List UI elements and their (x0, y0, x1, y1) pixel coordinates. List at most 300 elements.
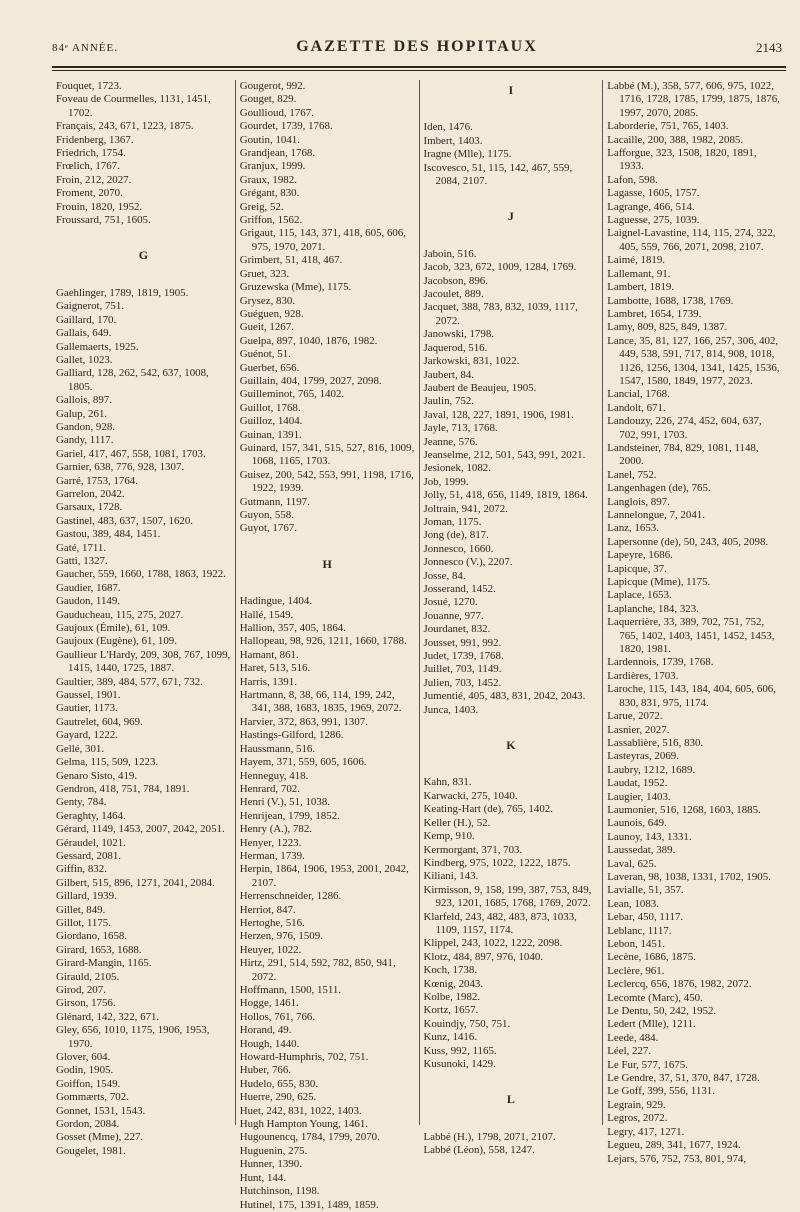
index-entry: Lanz, 1653. (607, 522, 659, 535)
index-entry: Herriot, 847. (239, 903, 296, 916)
entry-list (424, 1131, 599, 1158)
index-entry: Jacob, 323, 672, 1009, 1284, 1769. (423, 261, 577, 274)
index-entry: Hutchinson, 1198. (239, 1185, 320, 1198)
index-entry: Howard-Humphris, 702, 751. (239, 1051, 369, 1064)
index-entry: Le Fur, 577, 1675. (607, 1058, 688, 1071)
entry-list (424, 121, 599, 188)
index-entry: Gastinel, 483, 637, 1507, 1620. (56, 514, 194, 527)
index-entry: Legrain, 929. (607, 1098, 666, 1111)
index-entry: Girauld, 2105. (56, 970, 120, 983)
index-entry: Guilloz, 1404. (239, 415, 303, 428)
column-3 (420, 80, 604, 1157)
index-entry: Grandjean, 1768. (239, 147, 316, 160)
index-entry: Landouzy, 226, 274, 452, 604, 637, 702, 991, 1703. (607, 415, 762, 441)
index-entry: Gandon, 928. (56, 420, 115, 433)
index-entry: Harris, 1391. (239, 675, 297, 688)
index-entry: Laussedat, 389. (607, 844, 676, 857)
index-entry: Imbert, 1403. (423, 134, 483, 147)
index-entry: Haussmann, 516. (239, 742, 316, 755)
index-entry: Jousset, 991, 992. (423, 636, 502, 649)
index-entry: Girard, 1653, 1688. (56, 943, 142, 956)
index-entry: Heuyer, 1022. (239, 943, 302, 956)
index-entry: Grigaut, 115, 143, 371, 418, 605, 606, 975, 1970, 2071. (239, 227, 407, 253)
index-entry: Kahn, 831. (423, 776, 472, 789)
index-entry: Hugounencq, 1784, 1799, 2070. (239, 1131, 380, 1144)
index-entry: Henneguy, 418. (239, 769, 309, 782)
index-entry: Herman, 1739. (239, 849, 305, 862)
index-entry: Juillet, 703, 1149. (423, 663, 502, 676)
index-entry: Kirmisson, 9, 158, 199, 387, 753, 849, 923, 1201, 1685, 1768, 1769, 2072. (423, 883, 592, 910)
index-entry: Josse, 84. (423, 569, 466, 582)
index-entry: Lambret, 1654, 1739. (607, 307, 702, 320)
index-entry: Jourdanet, 832. (423, 623, 491, 636)
index-entry: Gougelet, 1981. (56, 1144, 126, 1157)
index-entry: Greig, 52. (239, 200, 284, 213)
index-entry: Gueit, 1267. (239, 321, 294, 334)
journal-title: GAZETTE DES HOPITAUX (296, 38, 538, 55)
column-2 (236, 80, 420, 1211)
index-entry: Genty, 784. (56, 796, 107, 809)
index-entry: Hogge, 1461. (239, 997, 299, 1010)
entry-list (424, 248, 599, 717)
index-entry: Gilbert, 515, 896, 1271, 2041, 2084. (56, 876, 215, 889)
index-entry: Garré, 1753, 1764. (56, 474, 138, 487)
index-entry: Kolbe, 1982. (423, 990, 481, 1003)
index-entry: Jayle, 713, 1768. (423, 422, 498, 435)
index-entry: Labbé (H.), 1798, 2071, 2107. (423, 1130, 556, 1143)
index-entry: Laroche, 115, 143, 184, 404, 605, 606, 830, 831, 975, 1174. (607, 683, 776, 709)
index-entry: Gayard, 1222. (56, 729, 118, 742)
index-entry: Guyot, 1767. (239, 522, 297, 535)
index-entry: Lallemant, 91. (607, 267, 671, 280)
index-entry: Gandy, 1117. (56, 434, 114, 447)
index-entry: Kuss, 992, 1165. (423, 1044, 497, 1057)
index-entry: Lassablière, 516, 830. (607, 736, 704, 749)
index-entry: Glénard, 142, 322, 671. (56, 1010, 160, 1023)
index-entry: Gley, 656, 1010, 1175, 1906, 1953, 1970. (56, 1024, 210, 1050)
index-entry: Fouquet, 1723. (56, 80, 122, 92)
index-entry: Laimé, 1819. (607, 254, 666, 267)
index-entry: Henrijean, 1799, 1852. (239, 809, 340, 822)
index-entry: Guisez, 200, 542, 553, 991, 1198, 1716, 1922, 1939. (239, 468, 414, 495)
index-entry: Kermorgant, 371, 703. (423, 843, 523, 856)
index-entry: Jacoulet, 889. (423, 288, 484, 301)
entry-list (240, 595, 415, 1212)
index-entry: Legueu, 289, 341, 1677, 1924. (607, 1139, 741, 1152)
index-entry: Hallion, 357, 405, 1864. (239, 622, 346, 635)
index-entry: Gaehlinger, 1789, 1819, 1905. (56, 286, 189, 299)
index-entry: Laquerrière, 33, 389, 702, 751, 752, 765, 1402, 1403, 1451, 1452, 1453, 1820, 1981. (607, 616, 775, 656)
index-entry: Koch, 1738. (423, 964, 478, 977)
index-entry: Laborderie, 751, 765, 1403. (607, 120, 729, 133)
index-entry: Gaudier, 1687. (56, 581, 121, 594)
index-entry: Huber, 766. (239, 1064, 292, 1077)
index-entry: Guinan, 1391. (239, 428, 302, 441)
index-entry: Gillet, 849. (56, 903, 106, 916)
index-entry: Lafon, 598. (607, 173, 658, 186)
index-entry: Jong (de), 817. (423, 529, 489, 542)
index-entry: Hallé, 1549. (239, 608, 294, 621)
index-entry: Kusunoki, 1429. (423, 1058, 496, 1070)
index-entry: Hugh Hampton Young, 1461. (239, 1118, 369, 1131)
index-entry: Gallemaerts, 1925. (56, 340, 139, 353)
index-entry: Jesionek, 1082. (423, 462, 491, 475)
index-entry: Langlois, 897. (607, 495, 670, 508)
index-entry: Lavialle, 51, 357. (607, 884, 684, 897)
index-entry: Le Gendre, 37, 51, 370, 847, 1728. (607, 1072, 760, 1085)
index-entry: Huet, 242, 831, 1022, 1403. (239, 1104, 362, 1117)
index-entry: Goutin, 1041. (239, 133, 300, 146)
index-entry: Guyon, 558. (239, 509, 294, 521)
index-entry: Kemp, 910. (423, 830, 475, 843)
index-entry: Français, 243, 671, 1223, 1875. (56, 120, 194, 133)
index-entry: Garnier, 638, 776, 928, 1307. (56, 461, 185, 474)
index-entry: Gonnet, 1531, 1543. (56, 1104, 146, 1117)
index-entry: Lambert, 1819. (607, 281, 675, 294)
entry-list (56, 287, 231, 1158)
index-entry: Gérard, 1149, 1453, 2007, 2042, 2051. (56, 823, 225, 836)
index-entry: Lecène, 1686, 1875. (607, 951, 696, 964)
index-entry: Lannelongue, 7, 2041. (607, 509, 705, 521)
index-entry: Lapeyre, 1686. (607, 549, 673, 562)
index-entry: Josué, 1270. (423, 596, 478, 609)
index-entry: Guénot, 51. (239, 348, 291, 361)
index-entry: Laugier, 1403. (607, 790, 671, 803)
index-entry: Lagrange, 466, 514. (607, 200, 695, 213)
index-entry: Keating-Hart (de), 765, 1402. (423, 803, 553, 816)
index-entry: Gendron, 418, 751, 784, 1891. (56, 782, 190, 795)
index-entry: Granjux, 1999. (239, 160, 306, 173)
entry-list (56, 80, 231, 227)
index-entry: Lamy, 809, 825, 849, 1387. (607, 321, 728, 334)
index-entry: Launoy, 143, 1331. (607, 830, 692, 843)
index-entry: Laplace, 1653. (607, 589, 672, 602)
index-entry: Launois, 649. (607, 817, 667, 830)
index-entry: Léel, 227. (607, 1045, 652, 1058)
index-entry: Gaultier, 389, 484, 577, 671, 732. (56, 675, 203, 688)
index-entry: Gallais, 649. (56, 327, 112, 340)
index-entry: Lancial, 1768. (607, 388, 670, 401)
index-entry: Huguenin, 275. (239, 1144, 308, 1157)
index-entry: Galliard, 128, 262, 542, 637, 1008, 1805. (56, 367, 209, 393)
index-entry: Lasteyras, 2069. (607, 750, 679, 763)
index-entry: Judet, 1739, 1768. (423, 650, 504, 663)
index-entry: Guinard, 157, 341, 515, 527, 816, 1009, 1068, 1165, 1703. (239, 441, 415, 468)
index-entry: Laveran, 98, 1038, 1331, 1702, 1905. (607, 870, 771, 883)
index-entry: Hudelo, 655, 830. (239, 1077, 319, 1090)
index-entry: Henry (A.), 782. (239, 823, 313, 836)
index-entry: Kouindjy, 750, 751. (423, 1017, 511, 1030)
index-entry: Genaro Sisto, 419. (56, 769, 138, 782)
index-entry: Jumentié, 405, 483, 831, 2042, 2043. (423, 690, 586, 703)
index-entry: Landolt, 671. (607, 401, 666, 414)
index-entry: Lardières, 1703. (607, 669, 679, 682)
index-entry: Guerbet, 656. (239, 361, 300, 374)
index-entry: Girod, 207. (56, 984, 106, 996)
entry-list (607, 80, 782, 1166)
index-entry: Giordano, 1658. (56, 930, 128, 943)
entry-list (240, 80, 415, 536)
index-entry: Jonnesco, 1660. (423, 542, 494, 555)
index-entry: Hunner, 1390. (239, 1158, 302, 1171)
index-entry: Larue, 2072. (607, 710, 663, 723)
index-entry: Lapicque (Mme), 1175. (607, 576, 711, 589)
index-entry: Kindberg, 975, 1022, 1222, 1875. (423, 856, 571, 869)
index-entry: Leede, 484. (607, 1031, 659, 1044)
index-entry: Horand, 49. (239, 1024, 292, 1037)
index-entry: Gruzewska (Mme), 1175. (239, 281, 352, 294)
index-entry: Hoffmann, 1500, 1511. (239, 984, 342, 996)
index-entry: Landsteiner, 784, 829, 1081, 1148, 2000. (607, 441, 759, 468)
index-entry: Lapersonne (de), 50, 243, 405, 2098. (607, 535, 769, 548)
index-entry: Lardennois, 1739, 1768. (607, 656, 714, 669)
index-entry: Kiliani, 143. (423, 870, 479, 883)
index-entry: Laumonier, 516, 1268, 1603, 1885. (607, 803, 761, 816)
section-letter-h: H (322, 556, 332, 571)
index-entry: Gaillard, 170. (56, 313, 117, 326)
index-entry: Herpin, 1864, 1906, 1953, 2001, 2042, 2107. (239, 863, 409, 889)
index-entry: Griffon, 1562. (239, 214, 303, 227)
index-entry: Laubry, 1212, 1689. (607, 763, 696, 776)
index-entry: Hartmann, 8, 38, 66, 114, 199, 242, 341, 388, 1683, 1835, 1969, 2072. (239, 689, 402, 715)
index-entry: Leclère, 961. (607, 964, 665, 977)
index-entry: Froussard, 751, 1605. (56, 214, 151, 227)
index-entry: Garrelon, 2042. (56, 487, 125, 500)
index-entry: Froin, 212, 2027. (56, 173, 132, 186)
index-entry: Iscovesco, 51, 115, 142, 467, 559, 2084, 2107. (423, 161, 573, 188)
index-entry: Gillot, 1175. (56, 916, 111, 929)
index-entry: Leblanc, 1117. (607, 924, 672, 937)
column-4 (603, 80, 786, 1165)
index-entry: Garsaux, 1728. (56, 501, 123, 514)
index-entry: Jarkowski, 831, 1022. (423, 355, 520, 368)
column-1 (52, 80, 236, 1157)
index-entry: Gaté, 1711. (56, 541, 107, 554)
section-letter-i: I (508, 83, 514, 97)
index-entry: Gelma, 115, 509, 1223. (56, 756, 159, 769)
index-entry: Junca, 1403. (423, 703, 479, 716)
index-entry: Huerre, 290, 625. (239, 1091, 317, 1104)
index-entry: Leclercq, 656, 1876, 1982, 2072. (607, 978, 752, 991)
index-entry: Lebon, 1451. (607, 938, 666, 950)
index-entry: Gallois, 897. (56, 394, 112, 407)
index-entry: Iden, 1476. (423, 121, 473, 134)
index-entry: Gessard, 2081. (56, 849, 122, 862)
index-entry: Lagasse, 1605, 1757. (607, 187, 700, 200)
section-letter-l: L (506, 1092, 515, 1107)
index-entry: Gosset (Mme), 227. (56, 1131, 144, 1144)
index-entry: Lacaille, 200, 388, 1982, 2085. (607, 133, 744, 146)
index-entry: Grimbert, 51, 418, 467. (239, 254, 343, 267)
index-entry: Lance, 35, 81, 127, 166, 257, 306, 402, 449, 538, 591, 717, 814, 908, 1018, 1126, 1256, 1304, 1341, 1425, 1536, 1547, 1580, 1849, 1977, 2023. (607, 334, 780, 387)
index-entry: Lean, 1083. (607, 897, 659, 910)
index-entry: Jaubert, 84. (423, 368, 475, 381)
header-rule-thin (52, 70, 786, 71)
index-entry: Gruet, 323. (239, 267, 290, 280)
index-entry: Harvier, 372, 863, 991, 1307. (239, 715, 368, 728)
index-entry: Gouget, 829. (239, 93, 297, 106)
index-entry: Gaussel, 1901. (56, 689, 121, 702)
index-entry: Gommærts, 702. (56, 1091, 129, 1104)
index-entry: Henyer, 1223. (239, 836, 302, 849)
index-entry: Kœnig, 2043. (423, 977, 484, 990)
index-entry: Jacobson, 896. (423, 274, 488, 287)
index-entry: Grysez, 830. (239, 294, 296, 307)
index-entry: Jeanselme, 212, 501, 543, 991, 2021. (423, 448, 586, 461)
index-entry: Lasnier, 2027. (607, 723, 670, 736)
index-entry: Hough, 1440. (239, 1037, 300, 1050)
index-entry: Gautier, 1173. (56, 702, 118, 715)
index-entry: Hirtz, 291, 514, 592, 782, 850, 941, 2072. (239, 957, 396, 983)
header-rule-thick (52, 66, 786, 68)
index-entry: Grégant, 830. (239, 187, 300, 200)
index-entry: Lambotte, 1688, 1738, 1769. (607, 294, 734, 307)
entry-list (424, 776, 599, 1071)
index-entry: Frœlich, 1767. (56, 160, 120, 173)
volume-label: 84ᵉ ANNÉE. (52, 42, 118, 54)
index-entry: Lanel, 752. (607, 468, 657, 481)
index-entry: Job, 1999. (423, 475, 469, 488)
index-entry: Jolly, 51, 418, 656, 1149, 1819, 1864. (423, 489, 588, 502)
index-entry: Jaubert de Beaujeu, 1905. (423, 381, 537, 394)
index-entry: Galup, 261. (56, 407, 108, 420)
index-columns (52, 80, 786, 1211)
index-entry: Lejars, 576, 752, 753, 801, 974, (607, 1152, 747, 1165)
index-entry: Henri (V.), 51, 1038. (239, 796, 330, 809)
index-entry: Guelpa, 897, 1040, 1876, 1982. (239, 334, 378, 347)
index-entry: Herzen, 976, 1509. (239, 930, 323, 943)
index-entry: Klippel, 243, 1022, 1222, 2098. (423, 937, 563, 950)
index-entry: Hayem, 371, 559, 605, 1606. (239, 756, 367, 769)
index-entry: Jacquet, 388, 783, 832, 1039, 1117, 2072. (423, 301, 578, 327)
section-letter-j: J (507, 209, 514, 224)
index-entry: Guilleminot, 765, 1402. (239, 388, 345, 401)
index-entry: Gaignerot, 751. (56, 300, 125, 313)
index-entry: Langenhagen (de), 765. (607, 482, 711, 495)
index-entry: Laplanche, 184, 323. (607, 602, 699, 615)
index-entry: Lapicque, 37. (607, 562, 667, 575)
index-entry: Lafforgue, 323, 1508, 1820, 1891, 1933. (607, 147, 757, 173)
index-entry: Janowski, 1798. (423, 328, 494, 341)
index-entry: Jouanne, 977. (423, 609, 484, 622)
index-entry: Goullioud, 1767. (239, 106, 314, 119)
index-entry: Le Goff, 399, 556, 1131. (607, 1085, 715, 1098)
index-entry: Hallopeau, 98, 926, 1211, 1660, 1788. (239, 635, 407, 648)
index-entry: Fridenberg, 1367. (56, 133, 134, 146)
index-entry: Gourdet, 1739, 1768. (239, 120, 333, 133)
index-entry: Klotz, 484, 897, 976, 1040. (423, 950, 543, 963)
index-entry: Geraghty, 1464. (56, 809, 126, 822)
index-entry: Haret, 513, 516. (239, 662, 311, 675)
index-entry: Julien, 703, 1452. (423, 676, 502, 689)
index-entry: Jaboin, 516. (423, 247, 477, 260)
index-entry: Hadingue, 1404. (239, 595, 313, 608)
index-entry: Laudat, 1952. (607, 777, 668, 790)
index-entry: Laguesse, 275, 1039. (607, 214, 700, 227)
index-entry: Gillard, 1939. (56, 890, 117, 903)
index-entry: Herrenschneider, 1286. (239, 890, 342, 903)
page-number: 2143 (756, 40, 782, 55)
index-entry: Hunt, 144. (239, 1171, 287, 1184)
index-entry: Guillot, 1768. (239, 401, 301, 414)
index-entry: Girson, 1756. (56, 997, 116, 1010)
index-entry: Le Dentu, 50, 242, 1952. (607, 1005, 717, 1018)
index-entry: Froment, 2070. (56, 187, 123, 200)
index-entry: Laignel-Lavastine, 114, 115, 274, 322, 405, 559, 766, 2071, 2098, 2107. (607, 227, 776, 253)
index-entry: Guéguen, 928. (239, 307, 304, 320)
index-entry: Gutmann, 1197. (239, 495, 310, 508)
index-entry: Glover, 604. (56, 1051, 111, 1064)
index-entry: Hutinel, 175, 1391, 1489, 1859. (239, 1198, 379, 1211)
index-entry: Godin, 1905. (56, 1064, 114, 1077)
index-entry: Labbé (M.), 358, 577, 606, 975, 1022, 1716, 1728, 1785, 1799, 1875, 1876, 1997, 2070, 2085. (607, 80, 780, 119)
index-entry: Joltrain, 941, 2072. (423, 502, 508, 515)
index-entry: Iragne (Mlle), 1175. (423, 148, 512, 161)
section-letter-k: K (506, 738, 516, 753)
index-entry: Frouin, 1820, 1952. (56, 200, 143, 213)
index-entry: Friedrich, 1754. (56, 147, 126, 160)
index-entry: Goiffon, 1549. (56, 1077, 121, 1090)
index-entry: Labbé (Léon), 558, 1247. (423, 1144, 535, 1157)
page-header (52, 36, 782, 60)
index-entry: Kortz, 1657. (423, 1004, 479, 1017)
index-entry: Gaucher, 559, 1660, 1788, 1863, 1922. (56, 568, 226, 581)
index-entry: Joman, 1175. (423, 515, 482, 528)
index-entry: Klarfeld, 243, 482, 483, 873, 1033, 1109, 1157, 1174. (423, 910, 577, 936)
index-entry: Giffin, 832. (56, 863, 107, 876)
index-entry: Javal, 128, 227, 1891, 1906, 1981. (423, 408, 574, 421)
index-entry: Gaujoux (Eugène), 61, 109. (56, 635, 177, 648)
index-entry: Gougerot, 992. (239, 80, 306, 92)
index-entry: Legry, 417, 1271. (607, 1125, 685, 1138)
index-entry: Gaujoux (Émile), 61, 109. (56, 622, 171, 635)
index-entry: Gallet, 1023. (56, 353, 113, 366)
index-entry: Girard-Mangin, 1165. (56, 957, 152, 970)
section-letter-g: G (138, 248, 149, 263)
index-entry: Lebar, 450, 1117. (607, 911, 684, 924)
index-entry: Ledert (Mlle), 1211. (607, 1018, 696, 1031)
index-entry: Gauducheau, 115, 275, 2027. (56, 608, 184, 621)
index-entry: Jeanne, 576. (423, 435, 478, 448)
index-entry: Hamant, 861. (239, 648, 299, 661)
index-entry: Géraudel, 1021. (56, 836, 126, 849)
index-entry: Gaudon, 1149. (56, 595, 121, 608)
index-entry: Hertoghe, 516. (239, 916, 305, 929)
index-entry: Graux, 1982. (239, 173, 297, 186)
index-entry: Karwacki, 275, 1040. (423, 789, 518, 802)
index-entry: Kunz, 1416. (423, 1031, 478, 1044)
index-entry: Gautrelet, 604, 969. (56, 715, 143, 728)
index-entry: Jonnesco (V.), 2207. (423, 556, 513, 569)
index-entry: Keller (H.), 52. (423, 816, 491, 829)
index-entry: Lecomte (Marc), 450. (607, 991, 703, 1004)
index-entry: Foveau de Courmelles, 1131, 1451, 1702. (56, 93, 211, 119)
index-entry: Jaulin, 752. (423, 395, 475, 408)
index-entry: Gellé, 301. (56, 742, 105, 755)
index-entry: Gatti, 1327. (56, 555, 108, 567)
index-entry: Hastings-Gilford, 1286. (239, 729, 344, 742)
index-entry: Josserand, 1452. (423, 583, 496, 595)
index-entry: Legros, 2072. (607, 1112, 668, 1125)
index-entry: Laval, 625. (607, 857, 657, 870)
index-entry: Gordon, 2084. (56, 1118, 120, 1131)
index-entry: Gastou, 389, 484, 1451. (56, 528, 161, 541)
index-entry: Gariel, 417, 467, 558, 1081, 1703. (56, 447, 206, 460)
index-entry: Jaquerod, 516. (423, 341, 488, 354)
index-entry: Guillain, 404, 1799, 2027, 2098. (239, 374, 382, 387)
index-entry: Hollos, 761, 766. (239, 1010, 316, 1023)
index-entry: Gaullieur L'Hardy, 209, 308, 767, 1099, 1415, 1440, 1725, 1887. (56, 648, 231, 675)
